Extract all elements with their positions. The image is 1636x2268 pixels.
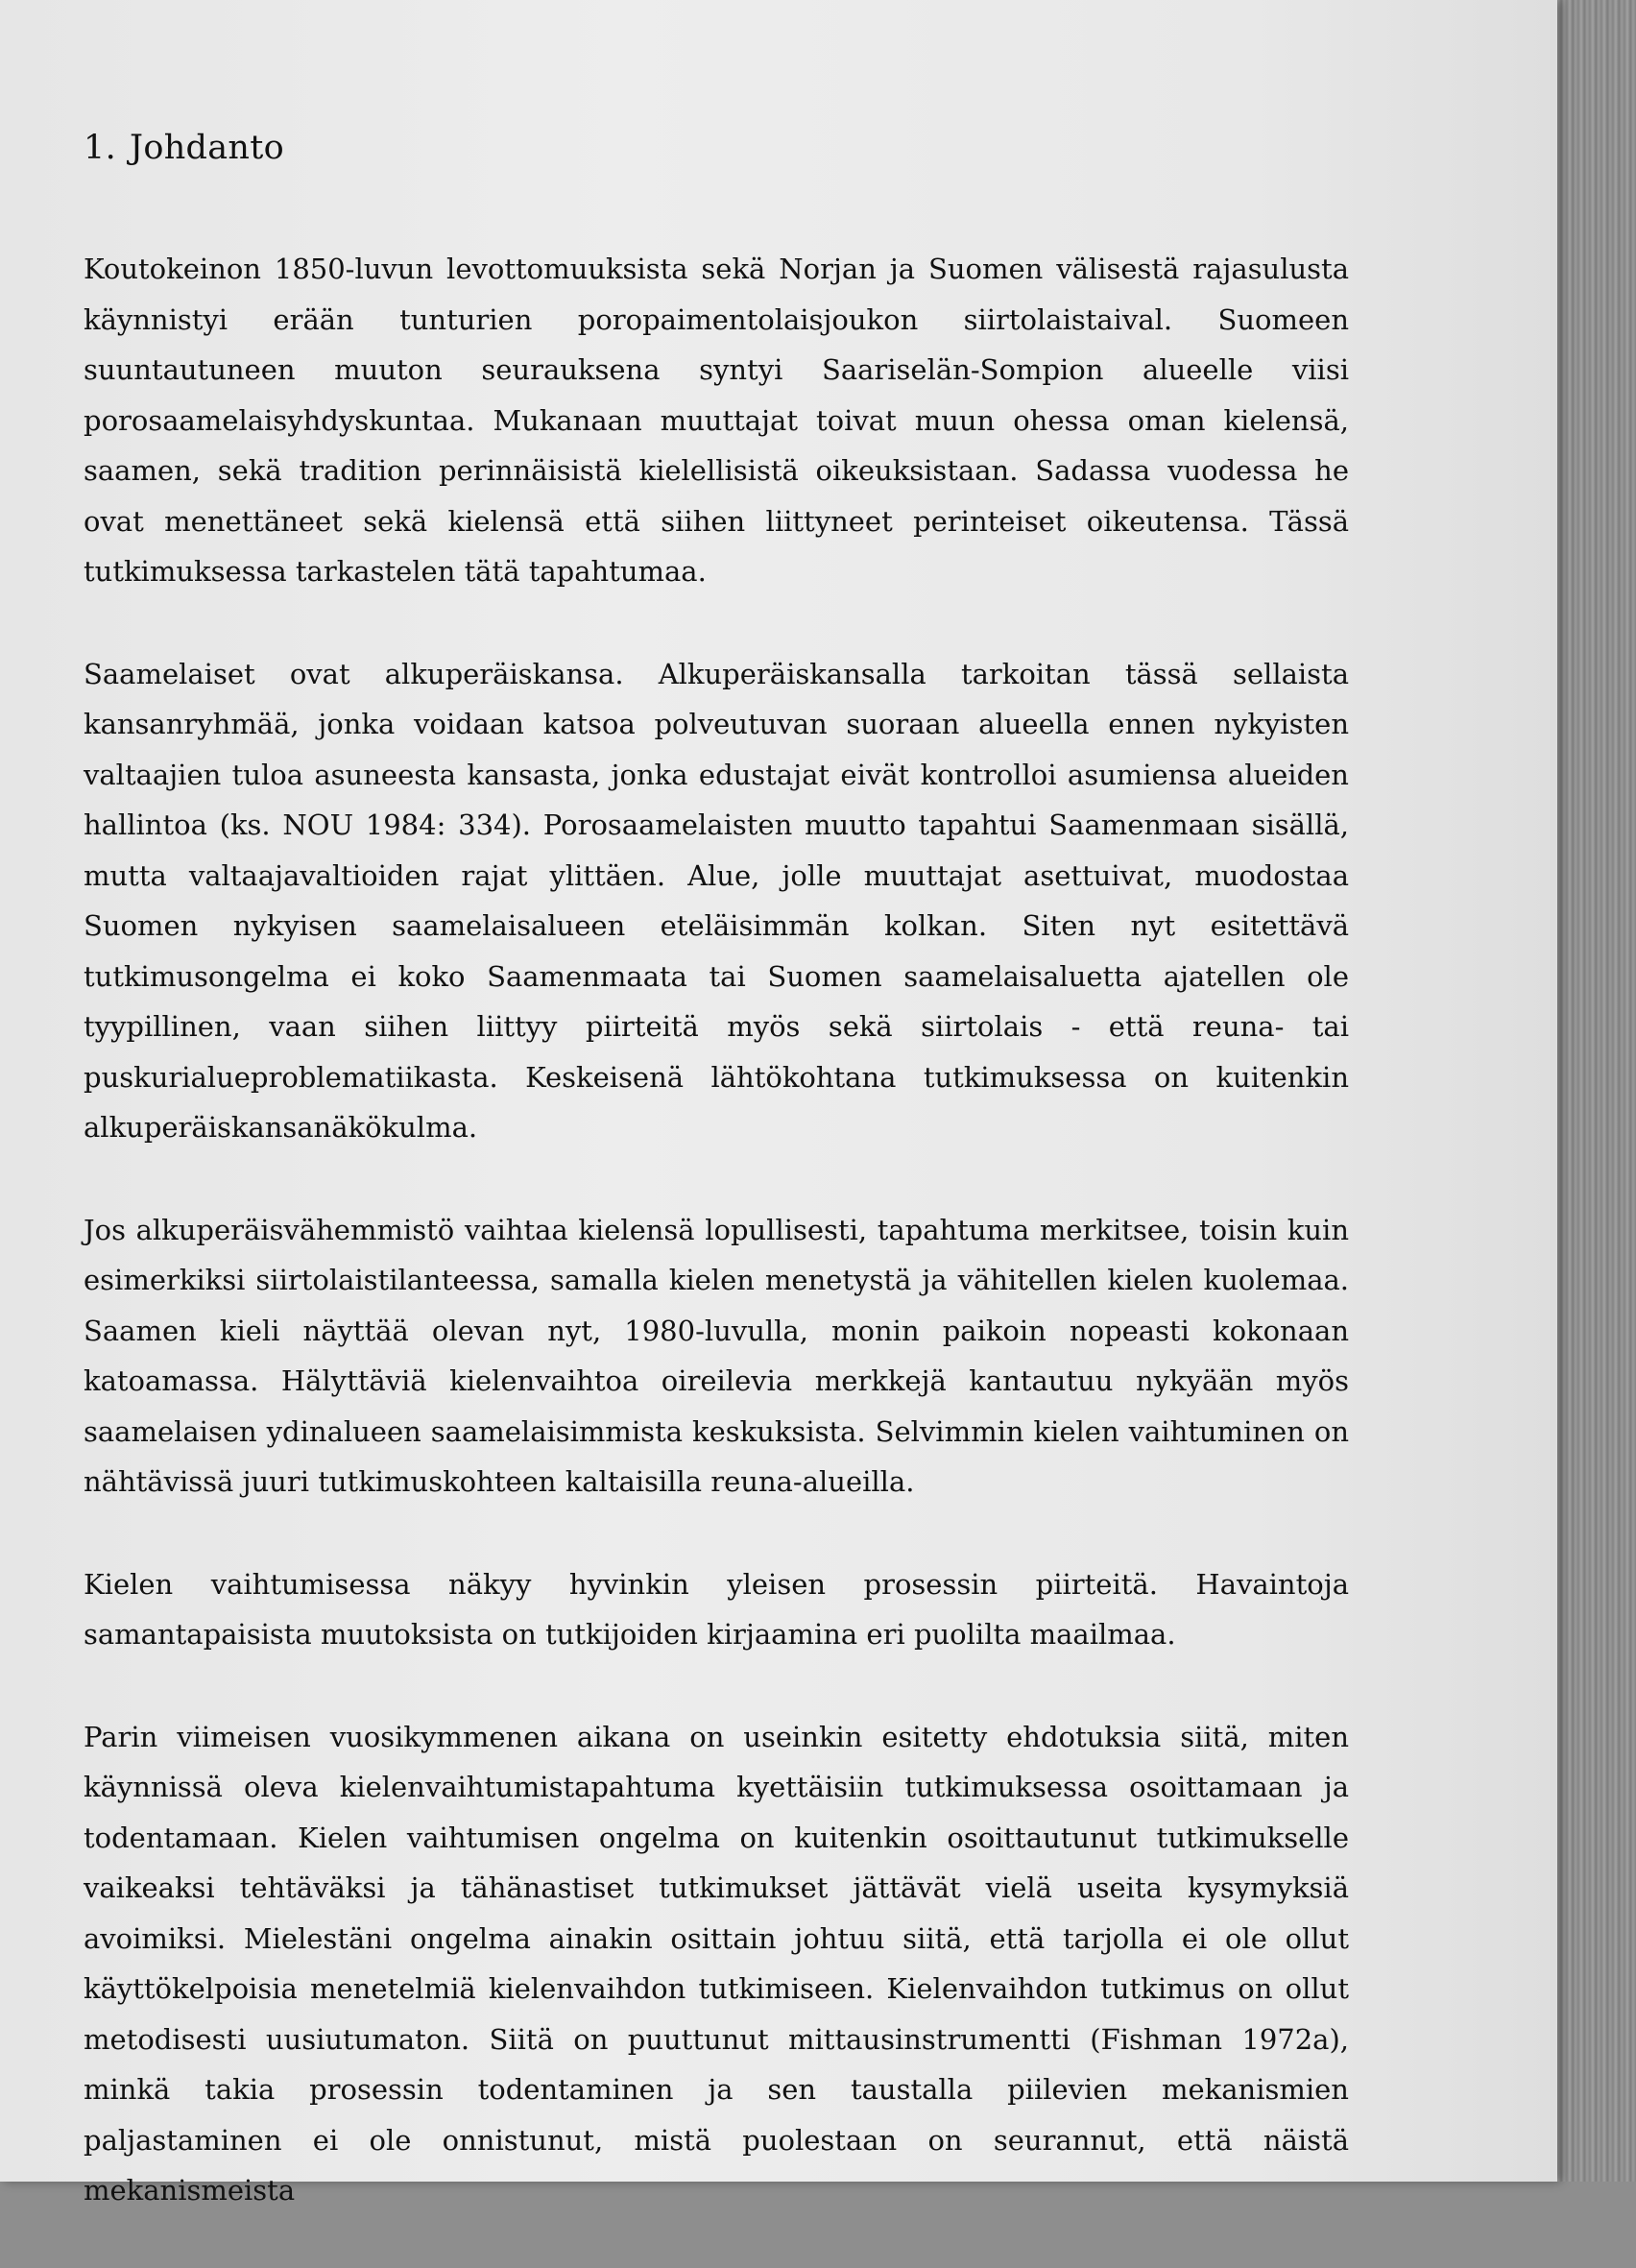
chapter-heading bbox=[84, 129, 1349, 167]
chapter-number: 1. bbox=[84, 129, 116, 167]
paragraph-5: Parin viimeisen vuosikymmenen aikana on useinkin esitetty ehdotuksia siitä, miten käynnissä oleva kielenvaihtumistapahtuma kyettäisiin tutkimuksessa osoittamaan ja todentamaan. Kielen vaihtumisen ongelma on kuitenkin osoittautunut tutkimukselle vaikeaksi tehtäväksi ja tähänastiset tutkimukset jättävät vielä useita kysymyksiä avoimiksi. Mielestäni ongelma ainakin osittain johtuu siitä, että tarjolla ei ole ollut käyttökelpoisia menetelmiä kielenvaihdon tutkimiseen. Kielenvaihdon tutkimus on ollut metodisesti uusiutumaton. Siitä on puuttunut mittausinstrumentti (Fishman 1972a), minkä takia prosessin todentaminen ja sen taustalla piilevien mekanismien paljastaminen ei ole onnistunut, mistä puolestaan on seurannut, että näistä mekanismeista bbox=[84, 1720, 1349, 2207]
page-content bbox=[84, 129, 1349, 2268]
paragraph-1: Koutokeinon 1850-luvun levottomuuksista sekä Norjan ja Suomen välisestä rajasulusta käynnistyi erään tunturien poropaimentolaisjoukon siirtolaistaival. Suomeen suuntautuneen muuton seurauksena syntyi Saariselän-Sompion alueelle viisi porosaamelaisyhdyskuntaa. Mukanaan muuttajat toivat muun ohessa oman kielensä, saamen, sekä tradition perinnäisistä kielellisistä oikeuksistaan. Sadassa vuodessa he ovat menettäneet sekä kielensä että siihen liittyneet perinteiset oikeutensa. Tässä tutkimuksessa tarkastelen tätä tapahtumaa. bbox=[84, 253, 1349, 588]
paragraph-3: Jos alkuperäisvähemmistö vaihtaa kielensä lopullisesti, tapahtuma merkitsee, toisin kuin esimerkiksi siirtolaistilanteessa, samalla kielen menetystä ja vähitellen kielen kuolemaa. Saamen kieli näyttää olevan nyt, 1980-luvulla, monin paikoin nopeasti kokonaan katoamassa. Hälyttäviä kielenvaihtoa oireilevia merkkejä kantautuu nykyään myös saamelaisen ydinalueen saamelaisimmista keskuksista. Selvimmin kielen vaihtuminen on nähtävissä juuri tutkimuskohteen kaltaisilla reuna-alueilla. bbox=[84, 1213, 1349, 1498]
paragraph-2: Saamelaiset ovat alkuperäiskansa. Alkuperäiskansalla tarkoitan tässä sellaista kansanryhmää, jonka voidaan katsoa polveutuvan suoraan alueella ennen nykyisten valtaajien tuloa asuneesta kansasta, jonka edustajat eivät kontrolloi asumiensa alueiden hallintoa (ks. NOU 1984: 334). Porosaamelaisten muutto tapahtui Saamenmaan sisällä, mutta valtaajavaltioiden rajat ylittäen. Alue, jolle muuttajat asettuivat, muodostaa Suomen nykyisen saamelaisalueen eteläisimmän kolkan. Siten nyt esitettävä tutkimusongelma ei koko Saamenmaata tai Suomen saamelaisaluetta ajatellen ole tyypillinen, vaan siihen liittyy piirteitä myös sekä siirtolais - että reuna- tai puskurialueproblematiikasta. Keskeisenä lähtökohtana tutkimuksessa on kuitenkin alkuperäiskansanäkökulma. bbox=[84, 657, 1349, 1144]
paragraph-4: Kielen vaihtumisessa näkyy hyvinkin yleisen prosessin piirteitä. Havaintoja samantapaisista muutoksista on tutkijoiden kirjaamina eri puolilta maailmaa. bbox=[84, 1567, 1349, 1651]
chapter-title: Johdanto bbox=[130, 129, 284, 167]
